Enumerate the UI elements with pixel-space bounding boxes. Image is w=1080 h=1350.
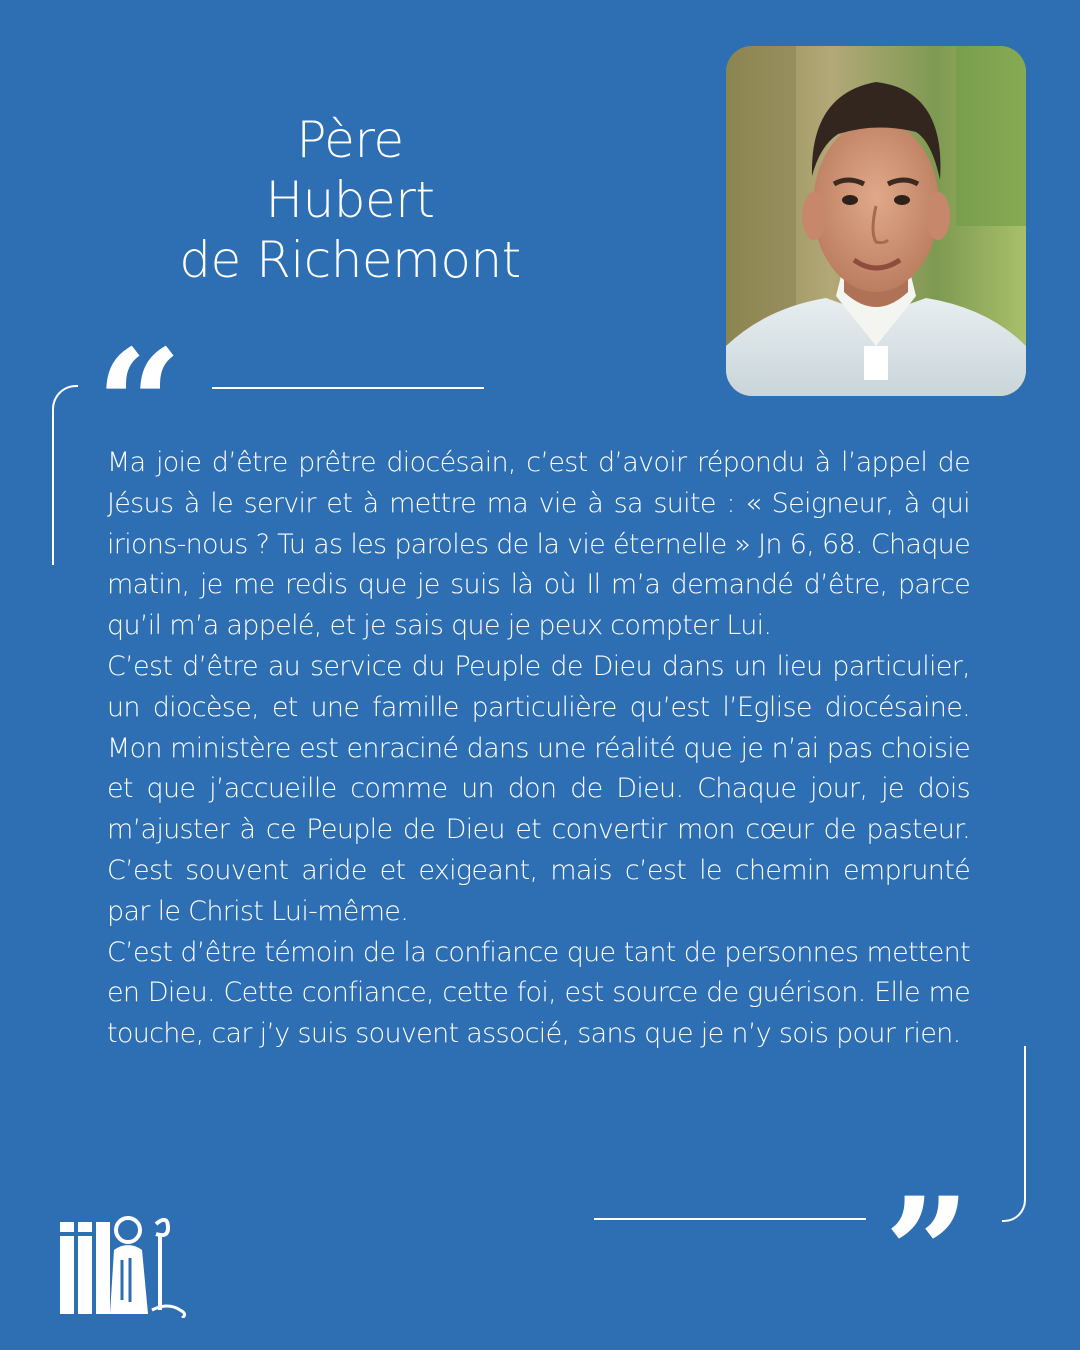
- opening-quote-mark: “: [96, 330, 183, 440]
- diocese-logo-icon: [56, 1210, 190, 1318]
- quote-bracket-right: [1002, 1046, 1026, 1222]
- bottom-divider-line: [594, 1218, 866, 1220]
- testimony-paragraph-1: Ma joie d’être prêtre diocésain, c’est d’avoir répondu à l’appel de Jésus à le servir et à mettre ma vie à sa suite : « Seigneur, à qui irions-nous ? Tu as les paroles de la vie éternelle » Jn 6, 68. Chaque matin, je me redis que je suis là où Il m’a demandé d’être, parce qu’il m’a appelé, et je sais que je peux compter Lui.: [107, 447, 970, 642]
- name-line-2: Hubert: [265, 171, 435, 229]
- priest-name-title: [110, 110, 590, 290]
- priest-portrait-photo: [726, 46, 1026, 396]
- testimony-paragraph-3: C’est d’être témoin de la confiance que tant de personnes mettent en Dieu. Cette confiance, cette foi, est source de guérison. Elle me touche, car j’y suis souvent associé, sans que je n’y sois pour rien.: [107, 936, 970, 1050]
- top-divider-line: [212, 387, 484, 389]
- testimony-paragraph-2: C’est d’être au service du Peuple de Dieu dans un lieu particulier, un diocèse, et une famille particulière qu’est l’Eglise diocésaine. Mon ministère est enraciné dans une réalité que je n’ai pas choisie et que j’accueille comme un don de Dieu. Chaque jour, je dois m’ajuster à ce Peuple de Dieu et convertir mon cœur de pasteur. C’est souvent aride et exigeant, mais c’est le chemin emprunté par le Christ Lui-même.: [107, 650, 970, 927]
- closing-quote-mark: ”: [884, 1178, 971, 1278]
- name-line-1: Père: [296, 111, 404, 169]
- testimony-text: [107, 443, 970, 1055]
- name-line-3: de Richemont: [179, 231, 521, 289]
- quote-bracket-left: [52, 385, 78, 565]
